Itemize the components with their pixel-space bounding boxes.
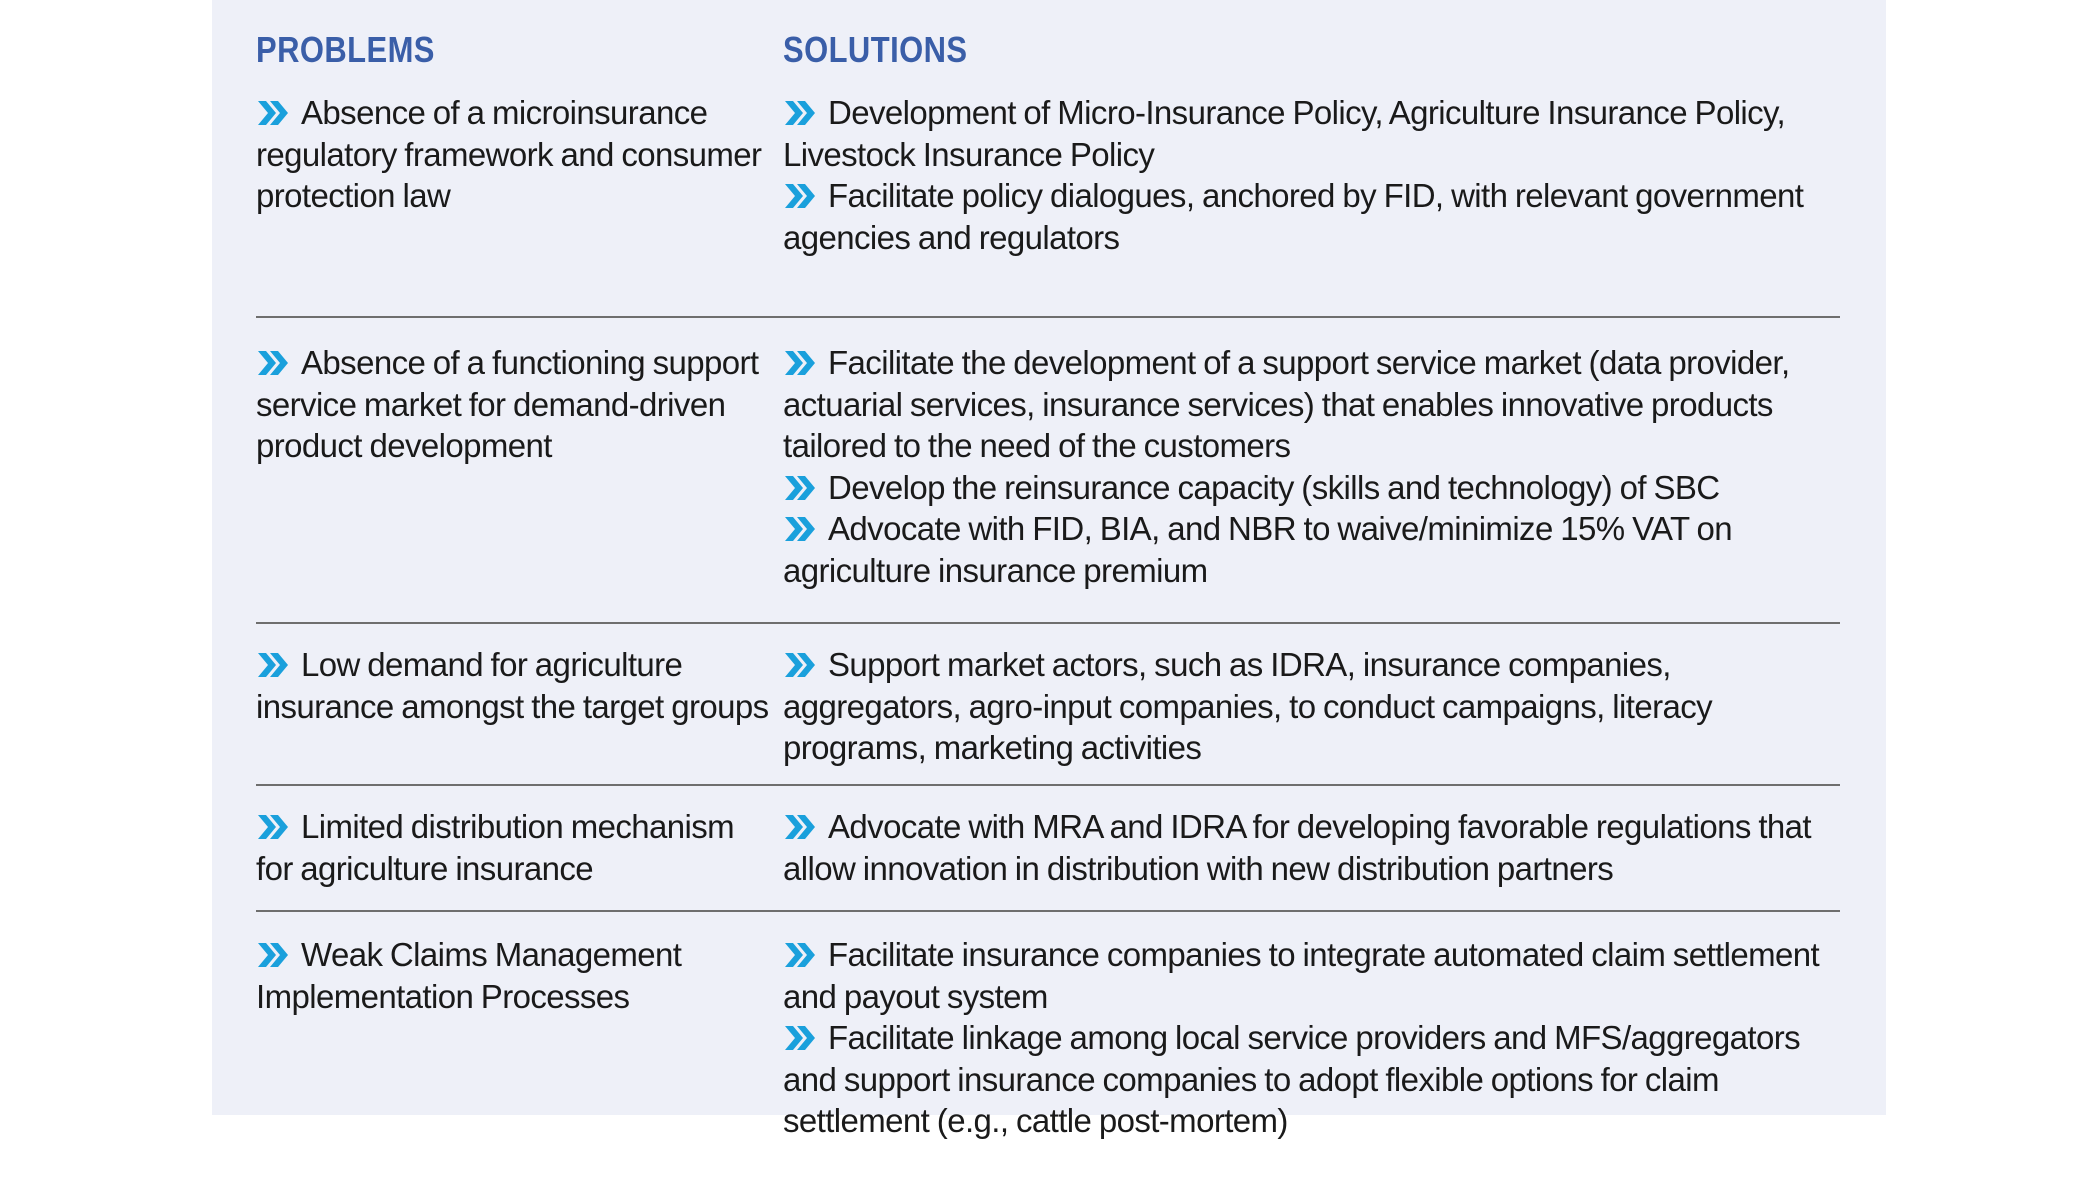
solutions-heading: SOLUTIONS xyxy=(783,29,968,70)
double-chevron-right-icon xyxy=(783,813,819,841)
problems-heading: PROBLEMS xyxy=(256,29,435,70)
solution-cell xyxy=(783,806,1840,910)
problem-text: Absence of a microinsurance regulatory framework and consumer protection law xyxy=(256,94,762,214)
problem-cell xyxy=(256,934,783,1182)
table-row xyxy=(256,318,1840,624)
problems-solutions-table xyxy=(256,14,1840,1182)
double-chevron-right-icon xyxy=(256,941,292,969)
double-chevron-right-icon xyxy=(256,99,292,127)
double-chevron-right-icon xyxy=(783,349,819,377)
solution-item xyxy=(783,644,1840,769)
solution-text: Facilitate policy dialogues, anchored by FID, with relevant government agencies and regulators xyxy=(783,177,1804,256)
solution-text: Advocate with MRA and IDRA for developing favorable regulations that allow innovation in distribution with new distribution partners xyxy=(783,808,1811,887)
problem-item xyxy=(256,806,783,889)
solution-text: Facilitate linkage among local service providers and MFS/aggregators and support insurance companies to adopt flexible options for claim settlement (e.g., cattle post-mortem) xyxy=(783,1019,1801,1139)
problem-item xyxy=(256,342,783,467)
table-row xyxy=(256,624,1840,786)
solution-item xyxy=(783,806,1840,889)
solution-item xyxy=(783,342,1840,467)
solution-item xyxy=(783,467,1840,509)
double-chevron-right-icon xyxy=(783,941,819,969)
problem-cell xyxy=(256,92,783,316)
solution-item xyxy=(783,92,1840,175)
solution-cell xyxy=(783,342,1840,622)
solution-cell xyxy=(783,934,1840,1182)
problem-cell xyxy=(256,342,783,622)
double-chevron-right-icon xyxy=(783,182,819,210)
table-row xyxy=(256,912,1840,1182)
solution-cell xyxy=(783,92,1840,316)
problem-cell xyxy=(256,644,783,784)
double-chevron-right-icon xyxy=(783,651,819,679)
double-chevron-right-icon xyxy=(783,99,819,127)
double-chevron-right-icon xyxy=(783,474,819,502)
problem-item xyxy=(256,92,783,217)
solution-text: Development of Micro-Insurance Policy, Agriculture Insurance Policy, Livestock Insurance Policy xyxy=(783,94,1786,173)
solution-item xyxy=(783,934,1840,1017)
problem-item xyxy=(256,644,783,727)
solution-item xyxy=(783,1017,1840,1142)
problem-cell xyxy=(256,806,783,910)
solution-text: Facilitate insurance companies to integrate automated claim settlement and payout system xyxy=(783,936,1820,1015)
problem-text: Absence of a functioning support service market for demand-driven product development xyxy=(256,344,759,464)
table-row xyxy=(256,72,1840,318)
double-chevron-right-icon xyxy=(783,1024,819,1052)
table-row xyxy=(256,786,1840,912)
solutions-column-header xyxy=(783,28,1840,72)
solution-cell xyxy=(783,644,1840,784)
solution-item xyxy=(783,508,1840,591)
problem-text: Limited distribution mechanism for agriculture insurance xyxy=(256,808,735,887)
solution-item xyxy=(783,175,1840,258)
problem-text: Low demand for agriculture insurance amongst the target groups xyxy=(256,646,769,725)
solution-text: Facilitate the development of a support service market (data provider, actuarial services, insurance services) that enables innovative products tailored to the need of the customers xyxy=(783,344,1790,464)
solution-text: Develop the reinsurance capacity (skills and technology) of SBC xyxy=(828,468,1720,506)
table-body xyxy=(256,72,1840,1182)
solution-text: Advocate with FID, BIA, and NBR to waive/minimize 15% VAT on agriculture insurance premium xyxy=(783,510,1733,589)
double-chevron-right-icon xyxy=(256,651,292,679)
problem-item xyxy=(256,934,783,1017)
table-header xyxy=(256,14,1840,72)
problem-text: Weak Claims Management Implementation Processes xyxy=(256,936,682,1015)
solution-text: Support market actors, such as IDRA, insurance companies, aggregators, agro-input companies, to conduct campaigns, literacy programs, marketing activities xyxy=(783,646,1713,766)
problems-column-header xyxy=(256,28,783,72)
double-chevron-right-icon xyxy=(783,515,819,543)
double-chevron-right-icon xyxy=(256,813,292,841)
double-chevron-right-icon xyxy=(256,349,292,377)
